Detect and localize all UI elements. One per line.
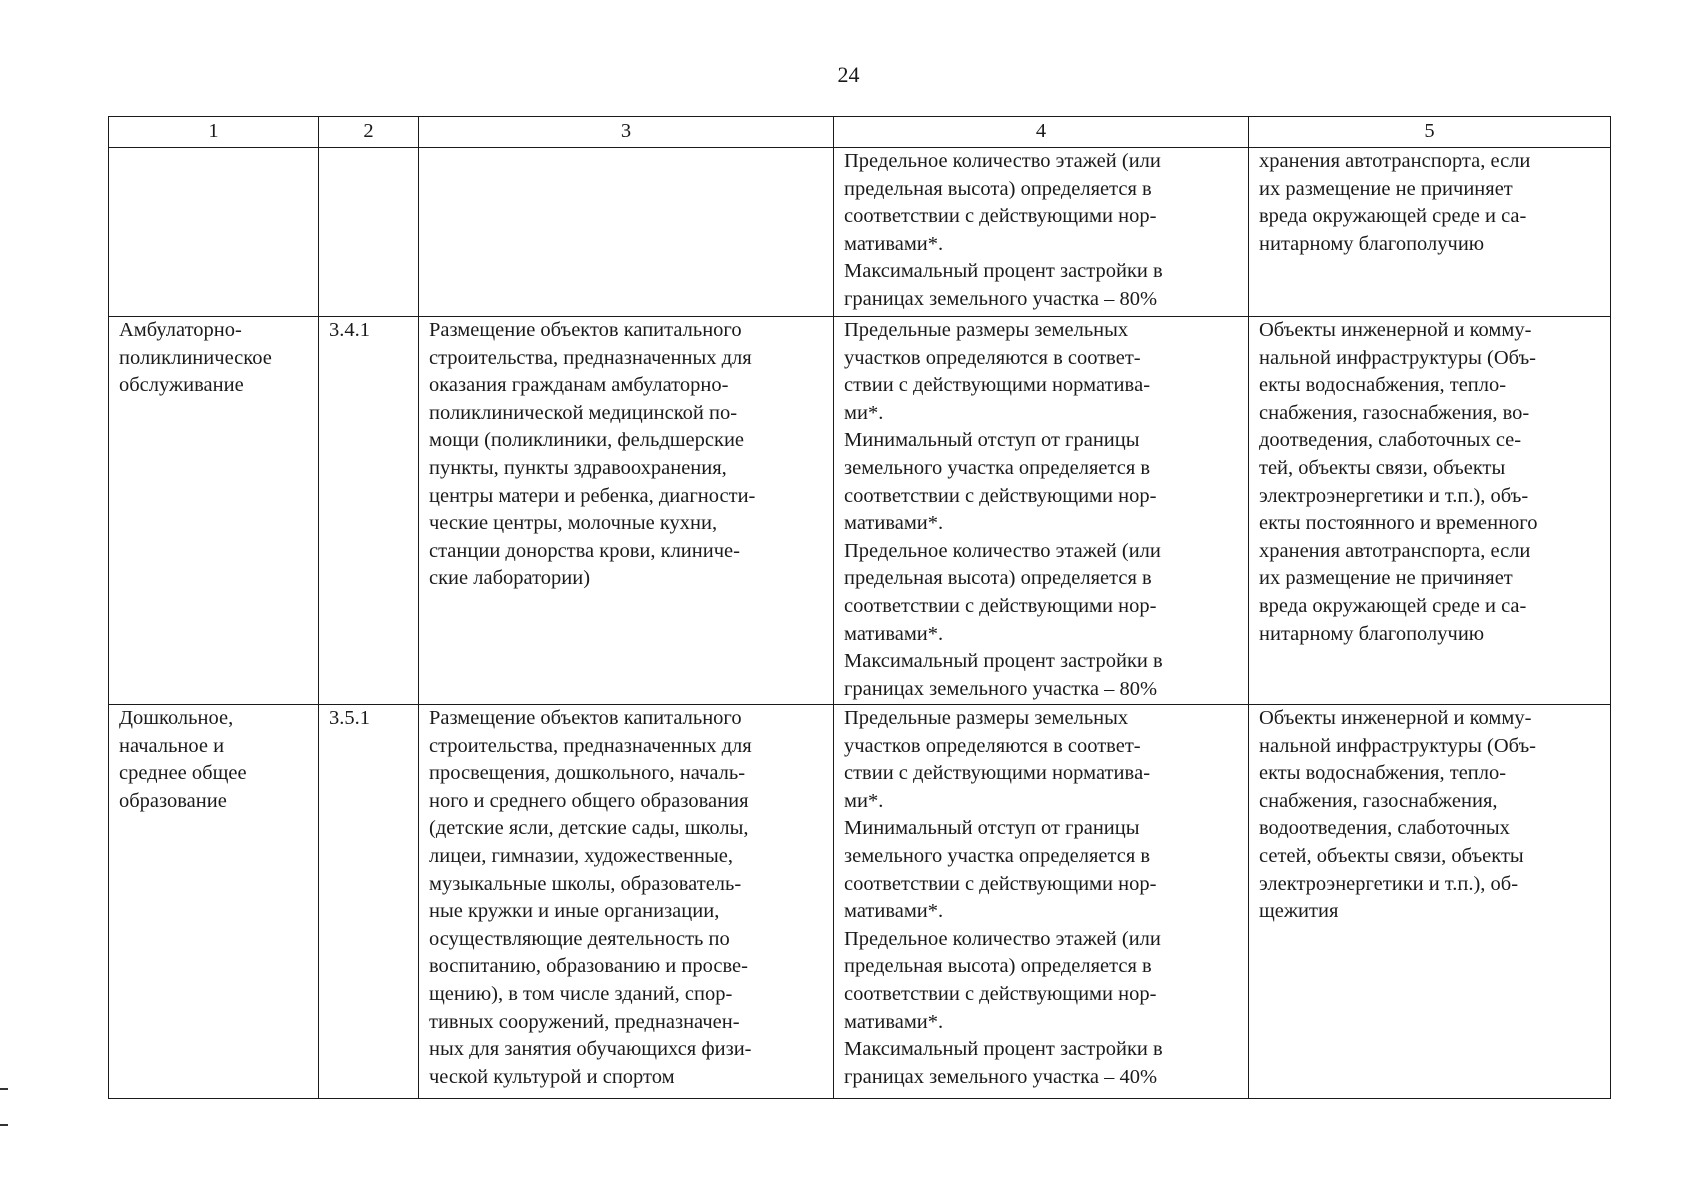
table-row: [109, 148, 1611, 317]
use-description-cell: [419, 148, 834, 317]
use-description-cell: Размещение объектов капитального строительства, предназначенных для просвещения, дошкольного, началь- ного и среднего общего образования (детские ясли, детские сады, школы, лицеи, гимназии, художественные, музыкальные школы, образователь- ные кружки и иные организации, осуществляющие деятельность по воспитанию, образованию и просве- щению), в том числе зданий, спор- тивных сооружений, предназначен- ных для занятия обучающихся физи- ческой культурой и спортом: [419, 705, 834, 1099]
parameters-cell: Предельное количество этажей (или предельная высота) определяется в соответствии с действующими нор- мативами*. Максимальный процент застройки в границах земельного участка – 80%: [834, 148, 1249, 317]
parameters-cell: Предельные размеры земельных участков определяются в соответ- ствии с действующими нормативa- ми*. Минимальный отступ от границы земельного участка определяется в соответствии с действующими нор- мативами*. Предельное количество этажей (или предельная высота) определяется в соответствии с действующими нор- мативами*. Максимальный процент застройки в границах земельного участка – 80%: [834, 317, 1249, 705]
column-number-5: 5: [1249, 117, 1611, 148]
column-number-2: 2: [319, 117, 419, 148]
margin-mark: [0, 1088, 8, 1090]
auxiliary-use-cell: Объекты инженерной и комму- нальной инфраструктуры (Объ- екты водоснабжения, тепло- снабжения, газоснабжения, во- доотведения, слаботочных се- тей, объекты связи, объекты электроэнергетики и т.п.), объ- екты постоянного и временного хранения автотранспорта, если их размещение не причиняет вреда окружающей среде и са- нитарному благополучию: [1249, 317, 1611, 705]
table-row: [109, 317, 1611, 705]
parameters-cell: Предельные размеры земельных участков определяются в соответ- ствии с действующими нормативa- ми*. Минимальный отступ от границы земельного участка определяется в соответствии с действующими нор- мативами*. Предельное количество этажей (или предельная высота) определяется в соответствии с действующими нор- мативами*. Максимальный процент застройки в границах земельного участка – 40%: [834, 705, 1249, 1099]
use-name-cell: Дошкольное, начальное и среднее общее образование: [109, 705, 319, 1099]
use-name-cell: Амбулаторно- поликлиническое обслуживание: [109, 317, 319, 705]
column-number-1: 1: [109, 117, 319, 148]
use-code-cell: 3.5.1: [319, 705, 419, 1099]
use-name-cell: [109, 148, 319, 317]
use-code-cell: [319, 148, 419, 317]
auxiliary-use-cell: хранения автотранспорта, если их размещение не причиняет вреда окружающей среде и са- нитарному благополучию: [1249, 148, 1611, 317]
column-number-4: 4: [834, 117, 1249, 148]
page-number: 24: [837, 62, 860, 87]
table-header-row: [109, 117, 1611, 148]
use-description-cell: Размещение объектов капитального строительства, предназначенных для оказания гражданам амбулаторно- поликлинической медицинской по- мощи (поликлиники, фельдшерские пункты, пункты здравоохранения, центры матери и ребенка, диагности- ческие центры, молочные кухни, станции донорства крови, клиниче- ские лаборатории): [419, 317, 834, 705]
table-row: [109, 705, 1611, 1099]
auxiliary-use-cell: Объекты инженерной и комму- нальной инфраструктуры (Объ- екты водоснабжения, тепло- снабжения, газоснабжения, водоотведения, слаботочных сетей, объекты связи, объекты электроэнергетики и т.п.), об- щежития: [1249, 705, 1611, 1099]
regulations-table: [108, 116, 1611, 1099]
use-code-cell: 3.4.1: [319, 317, 419, 705]
margin-mark: [0, 1124, 8, 1126]
column-number-3: 3: [419, 117, 834, 148]
